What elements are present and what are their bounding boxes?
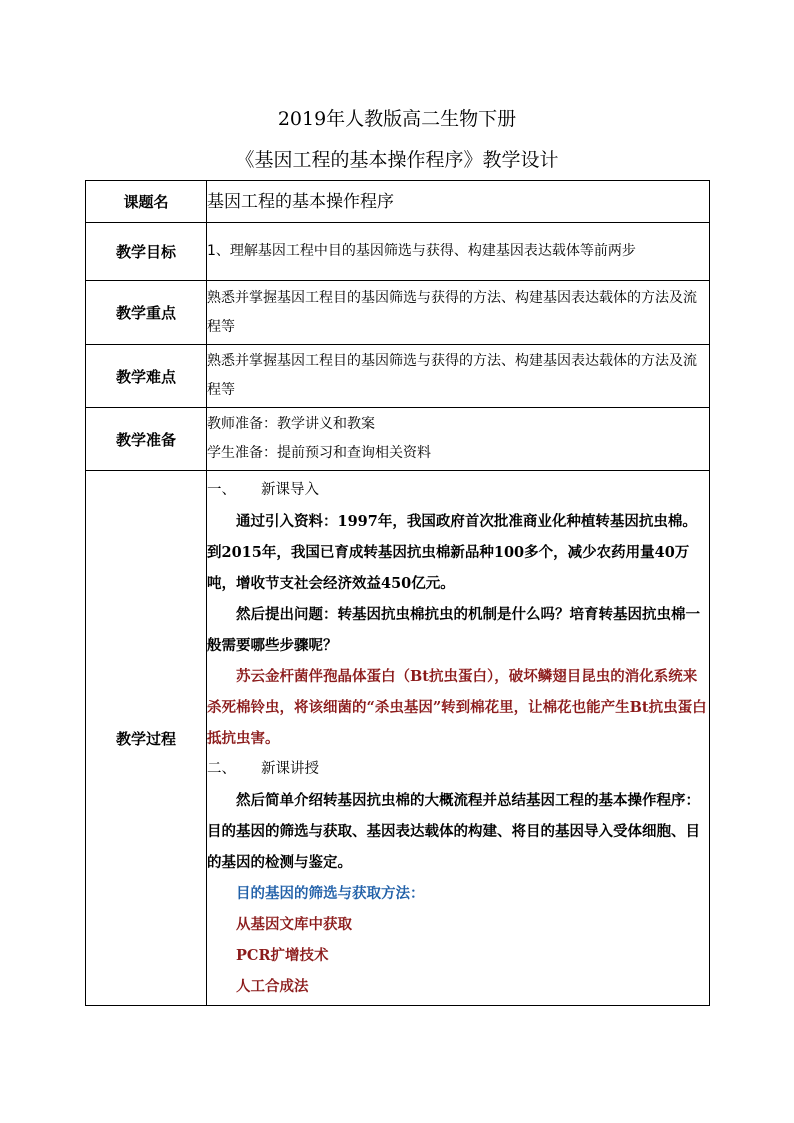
student-preparation: 学生准备：提前预习和查询相关资料 bbox=[207, 445, 431, 461]
difficulties-cell bbox=[207, 345, 710, 408]
objectives-label: 教学目标 bbox=[86, 223, 207, 281]
objectives-cell bbox=[207, 223, 710, 281]
table-row-preparation bbox=[86, 408, 710, 471]
lesson-plan-table bbox=[85, 180, 710, 1006]
lecture-paragraph: 然后简单介绍转基因抗虫棉的大概流程并总结基因工程的基本操作程序：目的基因的筛选与获取、基因表达载体的构建、将目的基因导入受体细胞、目的基因的检测与鉴定。 bbox=[207, 791, 700, 871]
key-points-value: 熟悉并掌握基因工程目的基因筛选与获得的方法、构建基因表达载体的方法及流程等 bbox=[207, 289, 697, 335]
table-row-difficulties bbox=[86, 345, 710, 408]
method-item: 从基因文库中获取 bbox=[236, 915, 352, 933]
table-row-topic bbox=[86, 181, 710, 223]
process-cell bbox=[207, 471, 710, 1006]
section-title: 新课讲授 bbox=[261, 760, 319, 777]
section-title: 新课导入 bbox=[261, 481, 319, 498]
document-title: 2019年人教版高二生物下册 bbox=[277, 108, 517, 130]
key-points-label: 教学重点 bbox=[86, 281, 207, 345]
difficulties-value: 熟悉并掌握基因工程目的基因筛选与获得的方法、构建基因表达载体的方法及流程等 bbox=[207, 353, 697, 398]
process-label: 教学过程 bbox=[86, 471, 207, 1006]
key-points-cell bbox=[207, 281, 710, 345]
teacher-preparation: 教师准备：教学讲义和教案 bbox=[207, 416, 375, 432]
question-paragraph: 然后提出问题：转基因抗虫棉抗虫的机制是什么吗？培育转基因抗虫棉一般需要哪些步骤呢？ bbox=[207, 605, 700, 654]
document-subtitle: 《基因工程的基本操作程序》教学设计 bbox=[235, 149, 559, 171]
section-number: 一、 bbox=[207, 481, 236, 498]
method-item: PCR扩增技术 bbox=[236, 946, 329, 964]
intro-paragraph: 通过引入资料：1997年，我国政府首次批准商业化种植转基因抗虫棉。到2015年，我国已育成转基因抗虫棉新品种100多个，减少农药用量40万吨，增收节支社会经济效益450亿元。 bbox=[207, 512, 697, 592]
table-row-process bbox=[86, 471, 710, 1006]
method-item: 人工合成法 bbox=[236, 977, 309, 995]
topic-value: 基因工程的基本操作程序 bbox=[207, 181, 710, 223]
section-number: 二、 bbox=[207, 760, 236, 777]
section-heading-lecture bbox=[207, 754, 709, 785]
methods-heading: 目的基因的筛选与获取方法： bbox=[236, 884, 425, 902]
topic-label: 课题名 bbox=[86, 181, 207, 223]
objectives-value: 1、理解基因工程中目的基因筛选与获得、构建基因表达载体等前两步 bbox=[207, 243, 636, 259]
preparation-label: 教学准备 bbox=[86, 408, 207, 471]
answer-paragraph: 苏云金杆菌伴孢晶体蛋白（Bt抗虫蛋白），破坏鳞翅目昆虫的消化系统来杀死棉铃虫，将该细菌的“杀虫基因”转到棉花里，让棉花也能产生Bt抗虫蛋白抵抗虫害。 bbox=[207, 667, 707, 747]
preparation-cell bbox=[207, 408, 710, 471]
difficulties-label: 教学难点 bbox=[86, 345, 207, 408]
table-row-key-points bbox=[86, 281, 710, 345]
section-heading-intro bbox=[207, 475, 709, 506]
table-row-objectives bbox=[86, 223, 710, 281]
